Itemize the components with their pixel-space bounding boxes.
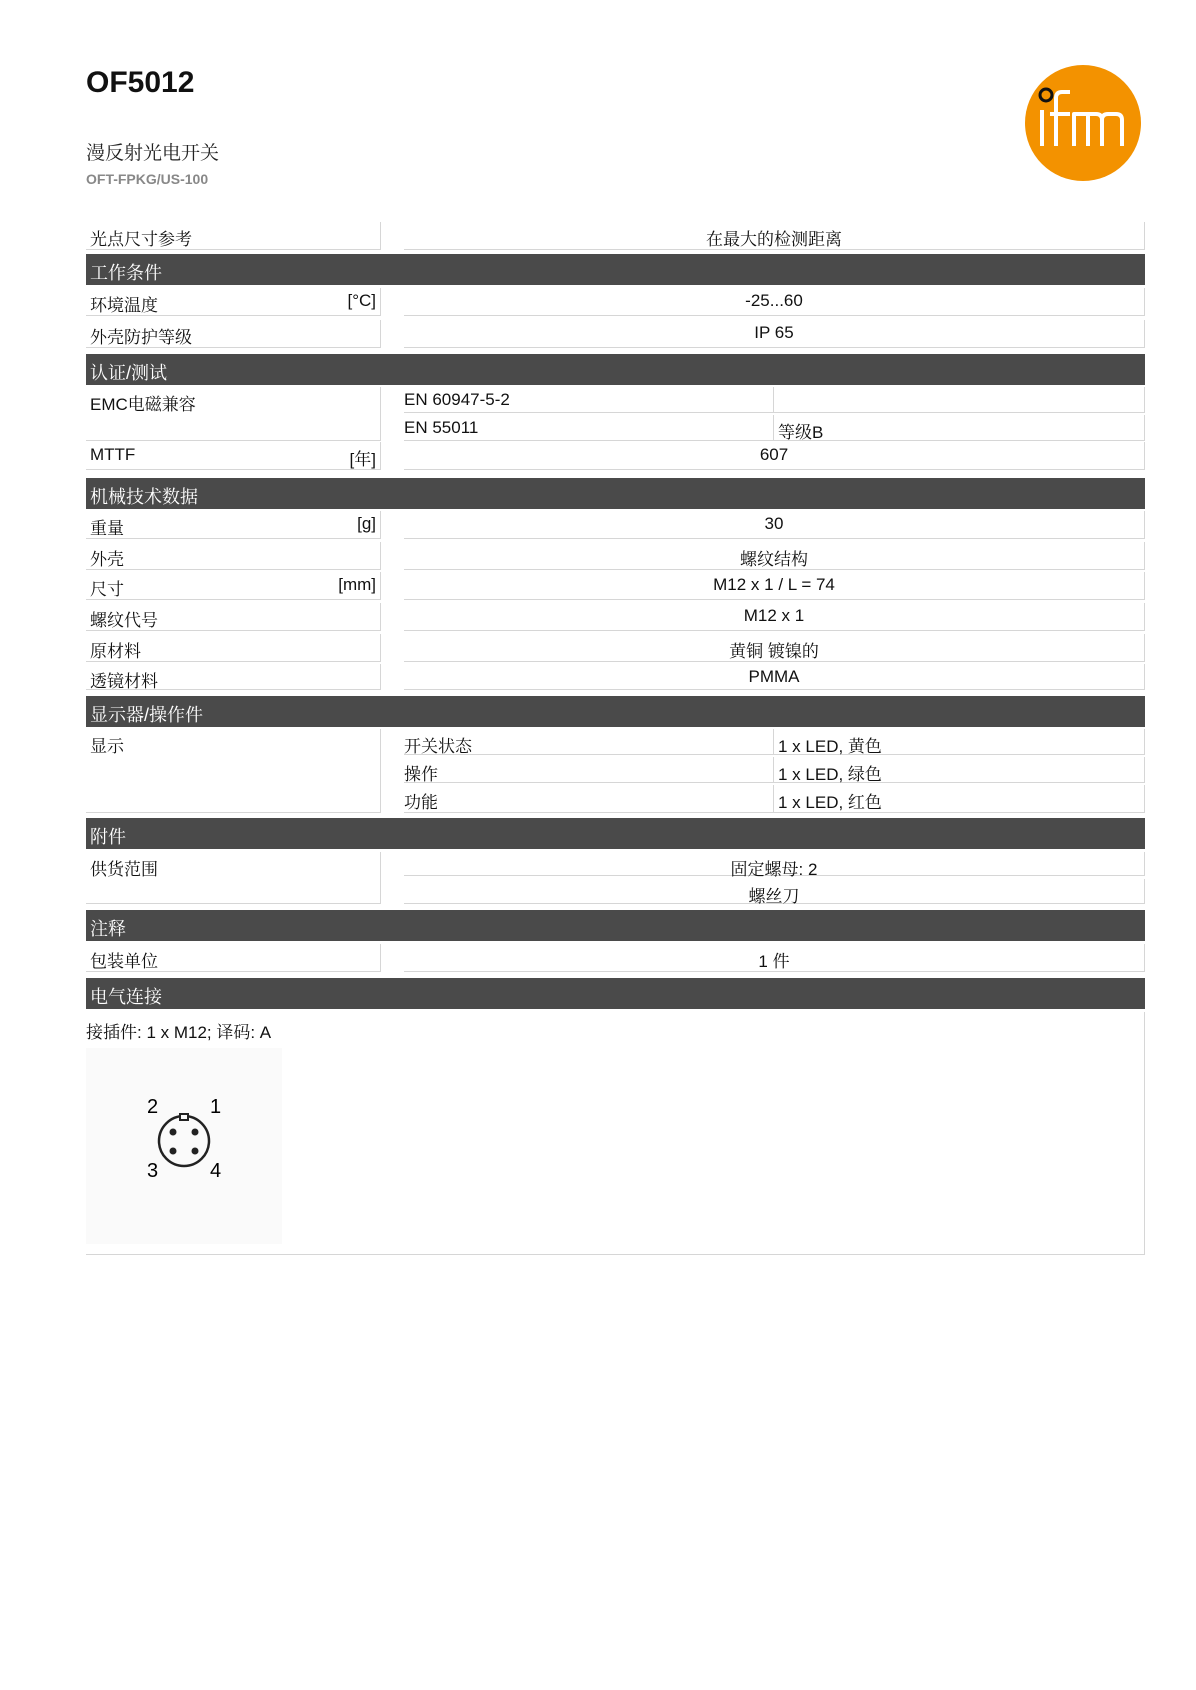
mttf-label: MTTF [年]	[86, 442, 381, 470]
packaging-value: 1 件	[404, 944, 1145, 972]
product-name: 漫反射光电开关	[86, 143, 220, 164]
packaging-label: 包装单位	[86, 944, 381, 972]
emc-standard-1: EN 60947-5-2	[404, 387, 774, 413]
weight-value: 30	[404, 511, 1145, 539]
emc-standard-2: EN 55011	[404, 415, 774, 441]
weight-label: 重量 [g]	[86, 511, 381, 539]
lens-value: PMMA	[404, 664, 1145, 690]
display-item-name: 操作	[404, 757, 774, 783]
scope-of-delivery-label: 供货范围	[86, 852, 381, 904]
protection-value: IP 65	[404, 320, 1145, 348]
electrical-connection-panel	[86, 1012, 1145, 1255]
material-value: 黄铜 镀镍的	[404, 634, 1145, 662]
product-code: OF5012	[86, 66, 195, 99]
display-item-name: 开关状态	[404, 729, 774, 755]
ambient-temp-value: -25...60	[404, 288, 1145, 316]
pin-3	[170, 1148, 177, 1155]
thread-value: M12 x 1	[404, 603, 1145, 631]
ambient-temp-unit: [°C]	[347, 291, 376, 310]
section-operating-conditions: 工作条件	[86, 254, 1145, 285]
section-remarks: 注释	[86, 910, 1145, 941]
dimensions-unit: [mm]	[338, 575, 376, 594]
protection-label: 外壳防护等级	[86, 320, 381, 348]
pin-label-2: 2	[147, 1096, 159, 1118]
pin-2	[170, 1129, 177, 1136]
connector-pin-diagram	[86, 1048, 282, 1244]
ifm-logo	[1024, 64, 1142, 182]
lens-label: 透镜材料	[86, 664, 381, 690]
scope-of-delivery-item: 螺丝刀	[404, 879, 1145, 904]
section-approvals: 认证/测试	[86, 354, 1145, 385]
section-mechanical-data: 机械技术数据	[86, 478, 1145, 509]
weight-unit: [g]	[357, 514, 376, 533]
ambient-temp-label: 环境温度 [°C]	[86, 288, 381, 316]
mttf-unit: [年]	[349, 450, 376, 469]
article-code: OFT-FPKG/US-100	[86, 171, 209, 187]
section-displays: 显示器/操作件	[86, 696, 1145, 727]
spot-size-value: 在最大的检测距离	[404, 222, 1145, 250]
emc-label: EMC电磁兼容	[86, 387, 381, 441]
section-electrical-connection: 电气连接	[86, 978, 1145, 1009]
pin-label-3: 3	[147, 1160, 159, 1182]
dimensions-label: 尺寸 [mm]	[86, 572, 381, 600]
pin-label-4: 4	[210, 1160, 222, 1182]
housing-label: 外壳	[86, 542, 381, 570]
emc-standard-2-class: 等级B	[774, 415, 1145, 441]
display-item-name: 功能	[404, 785, 774, 813]
mttf-value: 607	[404, 442, 1145, 470]
pin-1	[192, 1129, 199, 1136]
display-item-value: 1 x LED, 绿色	[774, 757, 1145, 783]
display-item-value: 1 x LED, 红色	[774, 785, 1145, 813]
connector-description: 接插件: 1 x M12; 译码: A	[86, 1023, 272, 1042]
scope-of-delivery-item: 固定螺母: 2	[404, 852, 1145, 876]
pin-4	[192, 1148, 199, 1155]
display-item-value: 1 x LED, 黄色	[774, 729, 1145, 755]
pin-label-1: 1	[210, 1096, 222, 1118]
housing-value: 螺纹结构	[404, 542, 1145, 570]
display-label: 显示	[86, 729, 381, 813]
section-accessories: 附件	[86, 818, 1145, 849]
thread-label: 螺纹代号	[86, 603, 381, 631]
material-label: 原材料	[86, 634, 381, 662]
connector-outline	[159, 1116, 209, 1166]
dimensions-value: M12 x 1 / L = 74	[404, 572, 1145, 600]
emc-standard-1-class	[774, 387, 1145, 413]
spot-size-label: 光点尺寸参考	[86, 222, 381, 250]
